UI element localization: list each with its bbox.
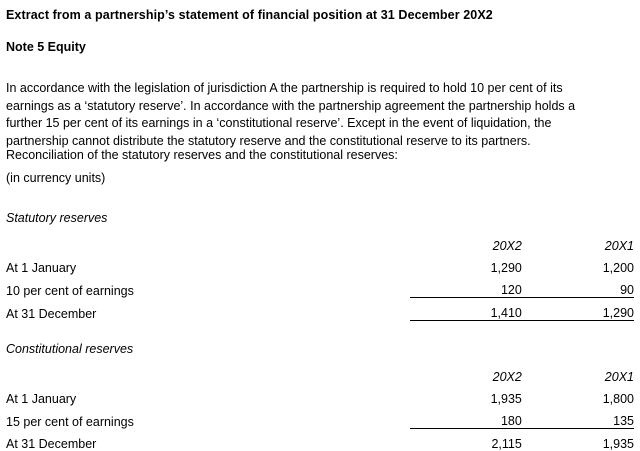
row-value-20x2: 120 — [410, 275, 522, 298]
row-value-20x1: 135 — [522, 406, 634, 429]
statutory-reserves-table — [6, 231, 634, 343]
section-title-statutory: Statutory reserves — [6, 211, 107, 225]
page-title: Extract from a partnership’s statement of financial position at 31 December 20X2 — [6, 8, 493, 22]
row-label: At 31 December — [6, 429, 410, 451]
row-value-20x2: 1,935 — [410, 384, 522, 406]
row-label: At 1 January — [6, 253, 410, 275]
underline-20x2 — [410, 321, 522, 344]
row-value-20x2: 1,290 — [410, 253, 522, 275]
constitutional-reserves-table — [6, 362, 634, 451]
row-value-20x1: 1,800 — [522, 384, 634, 406]
table-underline-row — [6, 321, 634, 344]
table-total-row — [6, 429, 634, 451]
column-header-20x1: 20X1 — [522, 362, 634, 384]
underline-spacer — [6, 321, 410, 344]
section-title-constitutional: Constitutional reserves — [6, 342, 133, 356]
table-header-row — [6, 362, 634, 384]
row-value-20x1: 1,935 — [522, 429, 634, 451]
row-value-20x1: 90 — [522, 275, 634, 298]
body-paragraph: In accordance with the legislation of jurisdiction A the partnership is required to hold 10 per cent of its earnings as a ‘statutory reserve’. In accordance with the partnership agreement the partnership holds a further 15 per cent of its earnings in a ‘constitutional reserve’. Except in the event of liquidation, the partnership cannot distribute the statutory reserve and the constitutional reserve to its partners. — [6, 80, 581, 150]
row-label: At 31 December — [6, 298, 410, 321]
reconciliation-line: Reconciliation of the statutory reserves and the constitutional reserves: — [6, 148, 398, 162]
underline-20x1 — [522, 321, 634, 344]
table-total-row — [6, 298, 634, 321]
table-row — [6, 275, 634, 298]
row-label: 15 per cent of earnings — [6, 406, 410, 429]
column-header-20x2: 20X2 — [410, 362, 522, 384]
table-row — [6, 253, 634, 275]
header-label-cell — [6, 362, 410, 384]
row-label: 10 per cent of earnings — [6, 275, 410, 298]
column-header-20x2: 20X2 — [410, 231, 522, 253]
row-value-20x1: 1,290 — [522, 298, 634, 321]
table-header-row — [6, 231, 634, 253]
table-row — [6, 406, 634, 429]
row-value-20x2: 180 — [410, 406, 522, 429]
row-label: At 1 January — [6, 384, 410, 406]
table-row — [6, 384, 634, 406]
row-value-20x1: 1,200 — [522, 253, 634, 275]
note-heading: Note 5 Equity — [6, 40, 86, 54]
column-header-20x1: 20X1 — [522, 231, 634, 253]
header-label-cell — [6, 231, 410, 253]
units-line: (in currency units) — [6, 171, 105, 185]
row-value-20x2: 2,115 — [410, 429, 522, 451]
row-value-20x2: 1,410 — [410, 298, 522, 321]
